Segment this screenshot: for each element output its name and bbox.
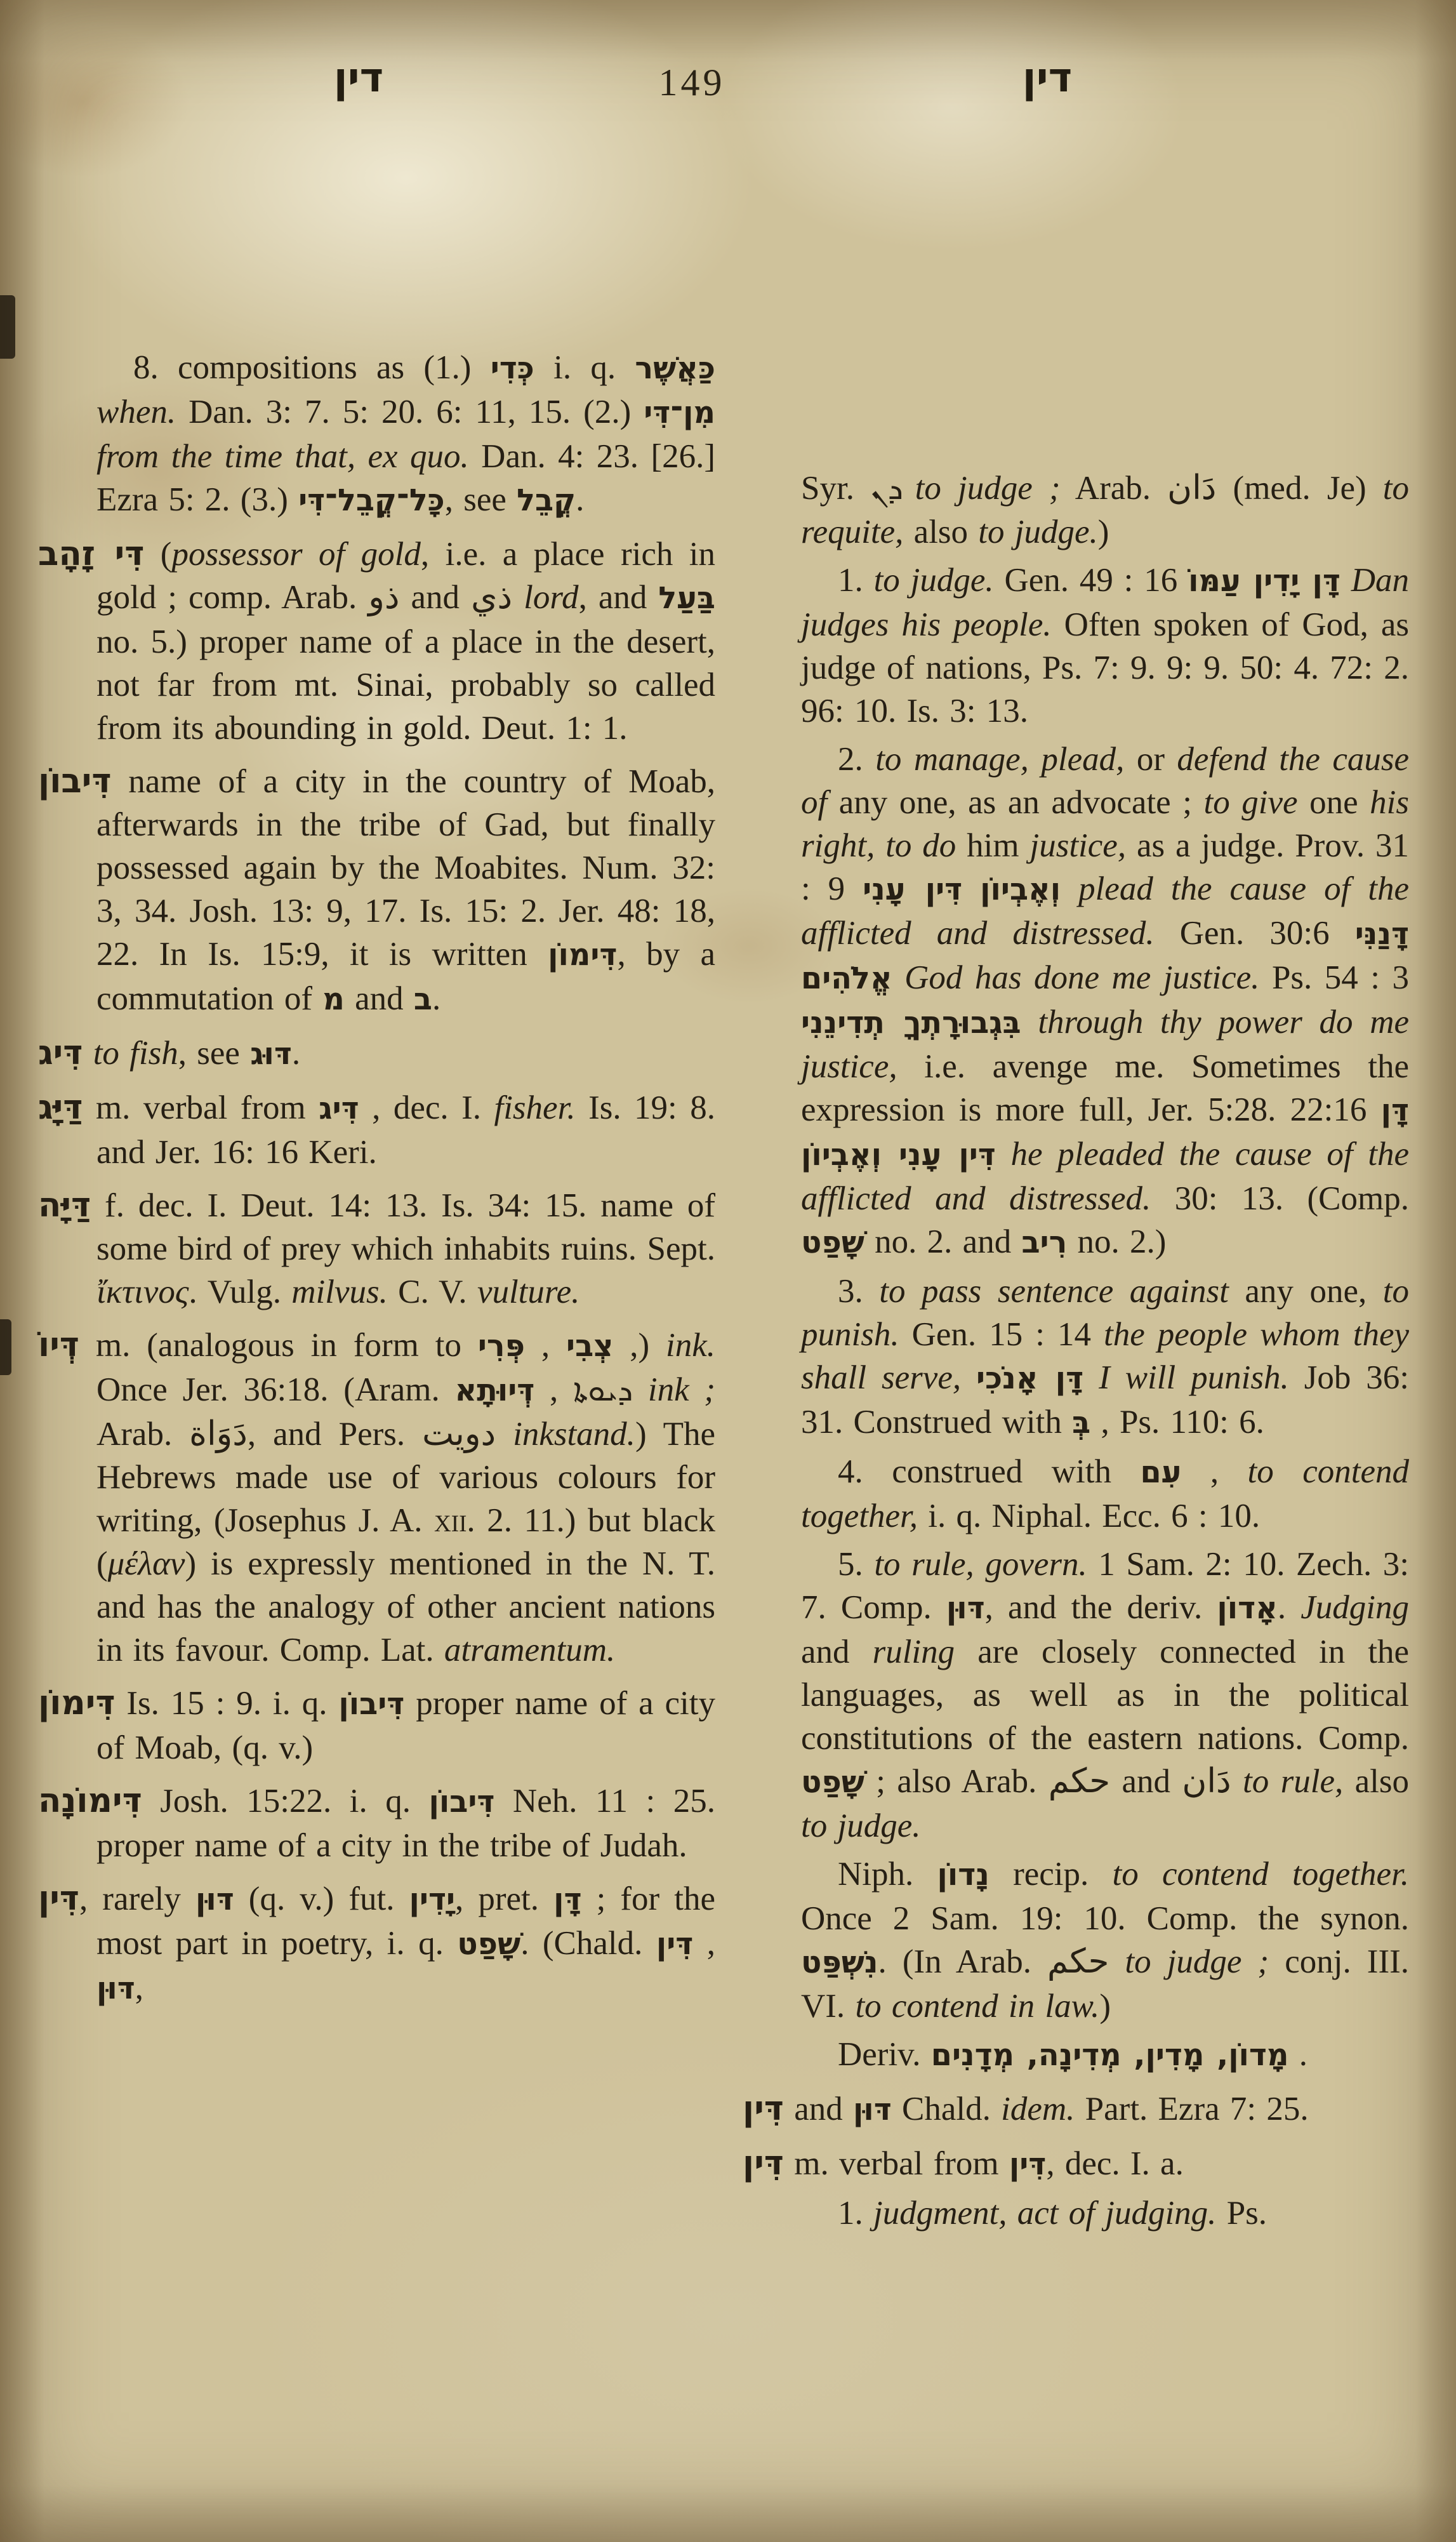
text-run: I will punish. [1099,1359,1289,1396]
hebrew-word: דָּנַנִּי אֱלֹהִים [801,917,1409,996]
arabic-word: دَان [1182,1762,1231,1800]
text-run: Is. 19: 8. and Jer. 16: 16 Keri. [96,1089,716,1171]
guide-word-left: דין [333,55,384,102]
hebrew-headword: דִּין [38,1879,79,1918]
text-run: , dec. I. a. [1046,2145,1184,2182]
text-run: his right, to do [801,784,1409,864]
hebrew-word: דּוּן [853,2093,892,2127]
text-run: to judge. [873,562,994,599]
text-run: no. 2. and [864,1223,1022,1260]
text-run: , see [178,1035,251,1072]
text-run: name of a city in the country of Moab, afterwards in the tribe of Gad, but finally possessed again by the Moabites. Num. 32: 3, 34. Josh. 13: 9, 17. Is. 15: 2. Jer. 48: 18, 22. In Is. 15:9, it is written [96,763,715,973]
lexicon-paragraph [801,1543,1409,1847]
text-run: to requite, [801,470,1410,550]
text-run: 30: 13. (Comp. [1151,1180,1409,1217]
hebrew-headword: דִּין [743,2144,784,2183]
lexicon-entry [38,760,716,1021]
lexicon-paragraph [801,1853,1409,2028]
text-run: Arab. [1060,470,1168,507]
hebrew-word: דְּיוּתָא [454,1373,535,1408]
text-run [1340,562,1351,599]
text-run: , Ps. 110: 6. [1090,1404,1264,1441]
arabic-word: ذو [368,578,400,616]
hebrew-headword: דִּי זָהָב [38,535,145,573]
text-run: ) [1097,514,1109,550]
text-run: Dan judges his people. [801,562,1409,643]
lexicon-entry [38,1324,716,1672]
text-run: i. q. [534,349,635,386]
text-run: , and the deriv. [984,1589,1217,1626]
text-run [512,579,524,616]
text-run: defend the cause of [801,741,1410,821]
hebrew-word: עִם [1140,1455,1182,1490]
text-run: , see [444,481,517,518]
hebrew-headword: דְּיוֹ [38,1326,79,1364]
hebrew-word: כַּאֲשֶׁר [635,351,715,386]
text-run: and [344,980,414,1017]
hebrew-word: דִּיג [319,1091,359,1126]
lexicon-paragraph [801,1270,1409,1445]
lexicon-paragraph [801,1450,1409,1538]
lexicon-paragraph [801,2192,1409,2235]
text-run: atramentum. [444,1632,616,1668]
text-run: , [693,1925,716,1962]
text-run: any one, as an advocate ; [827,784,1204,821]
guide-word-right: דין [1022,55,1073,102]
hebrew-word: פְּרִי [477,1329,525,1364]
left-text-column [38,346,716,2011]
hebrew-word: דָּן [553,1882,582,1917]
hebrew-word: וְאֶבְיוֹן [980,872,1061,907]
text-run: also [1343,1763,1409,1800]
text-run: to judge. [978,514,1098,550]
text-run: xii. [434,1502,475,1539]
text-run: Arab. [96,1416,190,1453]
lexicon-entry [38,1032,715,1076]
text-run: Ps. 54 : 3 [1259,959,1410,996]
text-run: possessor of gold [171,536,421,573]
text-run [1083,1359,1099,1396]
hebrew-word: קֳבֵל [517,483,576,518]
text-run: to contend in law. [855,1988,1100,2025]
text-run: . [576,481,585,518]
hebrew-word: דִּין [1009,2147,1047,2182]
text-run: 2. 11.) but black ( [96,1502,715,1582]
hebrew-word: רִיב [1021,1225,1068,1260]
text-run: to contend together, [801,1453,1409,1534]
hebrew-word: כְּדִי [490,351,534,386]
hebrew-word: דּוּן [946,1591,985,1626]
text-run: i.e. avenge me. Sometimes the expression is more full, Jer. 5:28. 22:16 [801,1048,1409,1128]
text-run: and [399,579,472,616]
text-run: 2. [838,741,876,778]
text-run: recip. [989,1856,1113,1893]
text-run: , and Pers. [247,1416,423,1453]
text-run: to judge. [801,1807,921,1844]
arabic-word: دَان [1167,469,1217,507]
arabic-word: دويت [422,1414,496,1453]
text-run: to punish. [801,1273,1409,1353]
text-run: the people whom they shall serve, [801,1316,1410,1396]
text-run: (med. Je) [1216,470,1383,507]
text-run: and [783,2091,853,2127]
hebrew-word: דִּין עָנִי [863,872,963,907]
text-run: when. [96,394,176,430]
hebrew-word: צְבִי [566,1329,614,1364]
text-run [899,470,915,507]
text-run: lord [524,579,579,616]
text-run: idem. [1001,2091,1075,2127]
text-run: Dan. 3: 7. 5: 20. 6: 11, 15. (2.) [176,394,644,430]
hebrew-word: בַּעַל [658,581,715,616]
greek-word: μέλαν [107,1545,185,1582]
hebrew-headword: דַּיָּג [38,1088,83,1127]
text-run: him [956,827,1030,864]
text-run: from the time that, ex quo. [96,438,469,475]
lexicon-entry [743,2087,1409,2132]
text-run: (q. v.) fut. [234,1880,409,1917]
syriac-word: ܕܝܘܬܐ [573,1373,633,1408]
text-run: ) The Hebrews made use of various colours for writing, (Josephus J. A. [96,1416,715,1539]
text-run: to contend together. [1112,1856,1409,1893]
hebrew-word: שָׁפַט [801,1225,864,1260]
lexicon-paragraph [801,738,1409,1265]
hebrew-word: דִּין [656,1927,694,1962]
text-run: Judging [1300,1589,1410,1626]
text-run: and [801,1634,873,1670]
text-run [996,1136,1011,1173]
text-run [962,870,980,907]
text-run: Gen. 30:6 [1154,915,1355,952]
hebrew-word: דִּימוֹן [548,938,618,973]
text-run: justice, [1029,827,1127,864]
hebrew-word: דּוּן [96,1971,135,2006]
text-run: to judge ; [1125,1943,1269,1980]
text-run: m. verbal from [783,2145,1009,2182]
hebrew-headword: דִּין [743,2089,784,2128]
text-run: Gen. 49 : 16 [993,562,1189,599]
text-run: Ps. [1216,2195,1267,2232]
lexicon-paragraph [801,467,1409,554]
text-run: to manage, plead, [875,741,1125,778]
text-run: one [1297,784,1370,821]
text-run: conj. III. VI. [801,1943,1409,2025]
text-run: proper name of a city of Moab, (q. v.) [96,1685,715,1766]
text-run: . [291,1035,301,1072]
hebrew-word: דָּן אָנֹכִי [976,1361,1084,1396]
text-run: 4. construed with [838,1453,1141,1490]
text-run: . [1277,1589,1301,1626]
text-run: ( [144,536,172,573]
text-run [1061,870,1078,907]
text-run: to fish [93,1035,178,1072]
text-run: . [432,980,441,1017]
text-run [83,1035,93,1072]
hebrew-word: מָדוֹן, מָדִין, מְדִינָה, מְדָנִים [930,2038,1289,2073]
text-run: and [1110,1763,1182,1800]
lexicon-entry [38,1184,715,1314]
text-run: to rule, [1243,1763,1344,1800]
text-run: , [135,1969,144,2006]
hebrew-word: נִשְׁפַּט [801,1945,878,1980]
lexicon-entry [743,2142,1409,2186]
text-run: ) is expressly mentioned in the N. T. and has the analogy of other ancient nations in its favour. Comp. Lat. [96,1545,715,1668]
text-run: God has done me justice. [904,959,1260,996]
text-run: 3. [838,1273,880,1310]
text-run: Part. Ezra 7: 25. [1075,2091,1309,2127]
hebrew-word: דִּיבוֹן [428,1785,495,1820]
text-run: milvus. [291,1274,388,1310]
text-run: no. 2.) [1067,1223,1167,1260]
text-run: Once 2 Sam. 19: 10. Comp. the synon. [801,1900,1409,1937]
hebrew-word: נָדוֹן [937,1858,989,1893]
lexicon-entry [38,1780,715,1867]
text-run: ) [1099,1988,1111,2025]
text-run: 8. compositions as (1.) [133,349,491,386]
text-run: ,) [613,1327,666,1364]
text-run: are closely connected in the languages, as well as in the political constitutions of the eastern nations. Comp. [801,1634,1409,1757]
text-run: ruling [872,1634,955,1670]
lexicon-entry [38,1086,716,1174]
text-run: 5. [838,1546,875,1583]
text-run [1231,1763,1243,1800]
text-run [633,1371,648,1408]
hebrew-word: מִן־דִּי [644,396,715,430]
hebrew-word: שָׁפַט [457,1927,521,1962]
binding-edge-artifact [0,1319,11,1375]
text-run: fisher. [494,1089,576,1126]
hebrew-word: יָדִין [409,1882,456,1917]
text-run [1021,1004,1038,1041]
text-run: Josh. 15:22. i. q. [142,1783,429,1820]
text-run: Is. 15 : 9. i. q. [115,1685,339,1722]
text-run: to judge ; [915,470,1061,507]
hebrew-headword: דִּימוֹנָה [38,1781,142,1820]
lexicon-entry [38,533,716,750]
text-run: ink. [666,1327,715,1364]
text-run: Syr. [801,470,871,507]
hebrew-word: דָּן דִּין עָנִי וְאֶבְיוֹן [801,1093,1409,1173]
hebrew-headword: דִּיג [38,1034,83,1072]
text-run: 1. [838,2195,873,2232]
hebrew-headword: דַּיָּה [38,1186,91,1225]
text-run: as a judge. Prov. 31 : 9 [801,827,1409,907]
text-run: m. (analogous in form to [79,1327,478,1364]
text-run: Gen. 15 : 14 [899,1316,1104,1353]
text-run: , i.e. a place rich in gold ; comp. Arab. [96,536,716,616]
lexicon-paragraph [801,559,1409,733]
text-run: , [524,1327,567,1364]
text-run: Neh. 11 : 25. proper name of a city in the tribe of Judah. [96,1783,715,1864]
binding-edge-artifact [0,295,15,359]
text-run: . (In Arab. [878,1943,1048,1980]
hebrew-word: דּוּן [195,1882,234,1917]
text-run: Chald. [891,2091,1002,2127]
hebrew-word: דָּן יָדִין עַמּוֹ [1188,564,1340,599]
text-run: C. V. [387,1274,477,1310]
hebrew-headword: דִּיבוֹן [38,762,112,801]
text-run: ; for the most part in poetry, i. q. [96,1880,716,1962]
hebrew-word: מ [322,982,345,1017]
text-run: ; also Arab. [864,1763,1049,1800]
text-run: 1. [838,562,874,599]
hebrew-word: בִּגְבוּרָתְךָ תְדִינֵנִי [801,1006,1021,1041]
text-run: Once Jer. 36:18. (Aram. [96,1371,455,1408]
text-run: judgment, act of judging. [873,2195,1217,2232]
text-run: , rarely [79,1880,195,1917]
hebrew-word: ב [413,982,432,1017]
lexicon-paragraph [801,2033,1409,2077]
text-run: 1 Sam. 2: 10. Zech. 3: 7. Comp. [801,1546,1410,1626]
hebrew-word: דּוּג [250,1037,292,1072]
text-run: , [534,1371,574,1408]
text-run: Deriv. [838,2036,931,2073]
text-run: , dec. I. [359,1089,494,1126]
text-run: . Vulg. [189,1274,292,1310]
text-run: f. dec. I. Deut. 14: 13. Is. 34: 15. name of some bird of prey which inhabits ruins. Sept. [91,1187,715,1267]
text-run: through thy power do me justice, [801,1004,1409,1085]
text-run: . [1288,2036,1307,2073]
text-run [496,1416,513,1453]
lexicon-entry [38,1682,715,1769]
syriac-word: ܕܢ [871,471,899,507]
lexicon-paragraph [96,346,715,522]
text-run: inkstand. [513,1416,635,1453]
text-run: or [1124,741,1177,778]
hebrew-word: דִּיבוֹן [338,1687,405,1722]
page-number: 149 [658,62,725,103]
arabic-word: دَوَاة [189,1414,248,1453]
text-run: any one, [1228,1273,1383,1310]
hebrew-headword: דִּימוֹן [38,1684,116,1722]
hebrew-word: בְּ [1072,1406,1091,1441]
right-text-column [743,467,1410,2235]
hebrew-word: אָדוֹן [1217,1591,1278,1626]
text-run: also [903,514,979,550]
text-run: to rule, govern. [874,1546,1087,1583]
arabic-word: حكم [1048,1762,1111,1800]
text-run: Niph. [838,1856,937,1893]
arabic-word: ذي [471,578,513,616]
text-run [961,1359,976,1396]
text-run [1109,1943,1125,1980]
text-run: he pleaded the cause of the afflicted and distressed. [801,1136,1409,1217]
text-run: no. 5.) proper name of a place in the desert, not far from mt. Sinai, probably so called from its abounding in gold. Deut. 1: 1. [96,623,715,747]
text-run: m. verbal from [83,1089,319,1126]
text-run: to pass sentence against [879,1273,1229,1310]
hebrew-word: כָּל־קֳבֵל־דִּי [298,483,445,518]
arabic-word: حكم [1047,1942,1109,1981]
text-run: Job 36: 31. Construed with [801,1359,1410,1441]
text-run: , and [578,579,659,616]
text-run: vulture. [477,1274,580,1310]
text-run: Often spoken of God, as judge of nations, Ps. 7: 9. 9: 9. 50: 4. 72: 2. 96: 10. Is. 3: 13. [801,606,1409,729]
text-run: , [1181,1453,1248,1490]
text-run: plead the cause of the afflicted and distressed. [801,870,1410,952]
text-run: . (Chald. [520,1925,656,1962]
text-run: , pret. [455,1880,554,1917]
text-run: ink ; [647,1371,716,1408]
text-run [892,959,905,996]
text-run: i. q. Niphal. Ecc. 6 : 10. [918,1498,1261,1534]
text-run: to give [1203,784,1298,821]
text-run: Dan. 4: 23. [26.] Ezra 5: 2. (3.) [96,438,715,518]
hebrew-word: שָׁפַט [801,1765,864,1800]
lexicon-entry [38,1877,716,2011]
text-run: , by a commutation of [96,936,716,1017]
greek-word: ἴκτινος [96,1274,189,1310]
